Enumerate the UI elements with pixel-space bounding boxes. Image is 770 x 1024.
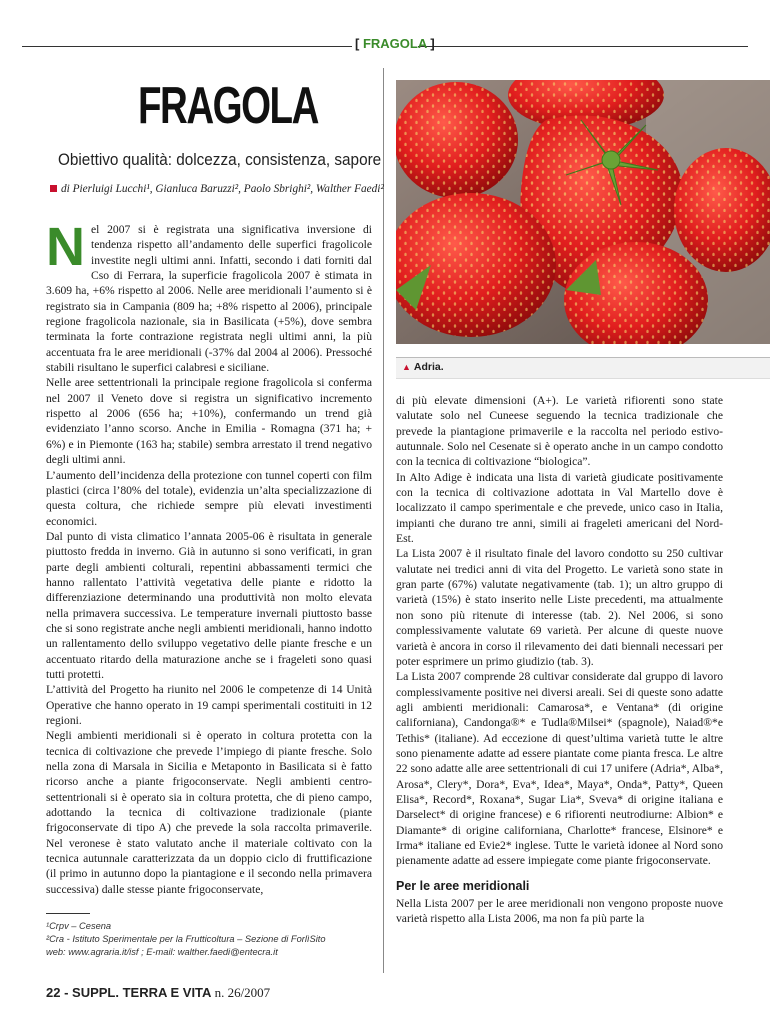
publication-name: - SUPPL. TERRA E VITA (60, 985, 215, 1000)
bracket-close: ] (430, 36, 435, 51)
paragraph: L’attività del Progetto ha riunito nel 2006 le competenze di 14 Unità Operative che hanno operato in 19 campi sperimentali costituiti in 12 regioni. (46, 683, 372, 727)
paragraph-text: el 2007 si è registrata una significativa inversione di tendenza rispetto all’andamento delle superfici fragolicole investite negli ultimi anni. Infatti, secondo i dati forniti dal Cso di Ferrara, la superficie fragolicola 2007 è stimata in 3.609 ha, +6% rispetto al 2006. Nelle aree meridionali l’aumento si è registrato sia in Campania (809 ha; +8% rispetto al 2006), principale regione fragolicola nazionale, sia in Basilicata (+5%), dove sembra terminata la forte contrazione registrata negli ultimi anni, la più accentuata fra le aree meridionali (-37% dal 2004 al 2006). Pressoché stabili risultano le superfici calabresi e siciliane. (46, 223, 372, 375)
triangle-up-icon: ▲ (402, 362, 411, 372)
caption-bar (396, 357, 770, 379)
footnotes (46, 920, 326, 959)
section-subheading: Per le aree meridionali (396, 878, 530, 893)
page-number: 22 (46, 985, 61, 1000)
paragraph: Nella Lista 2007 per le aree meridionali non vengono proposte nuove varietà rispetto alla Lista 2006, ma non fa più parte la (396, 897, 723, 926)
paragraph: Negli ambienti meridionali si è operato in coltura protetta con la tecnica di coltivazione che prevede l’impiego di piante fresche. Solo nella zona di Marsala in Sicilia e Metaponto in Basilicata si è fatto ricorso anche a piante frigoconservate. Negli ambienti centro-settentrionali si è operato sia in coltura protetta, che di pieno campo, adottando la tecnica di coltivazione tradizionale (piante frigoconservate di tipo A) che prevede la sola raccolta primaverile. Nel veronese è stato valutato anche il materiale coltivato con la tecnica autunnale caratterizzata da un doppio ciclo di fruttificazione (il primo in autunno dopo la piantagione e il secondo nella primavera successiva) dalle stesse piante frigoconservate, (46, 729, 372, 896)
subtitle: Obiettivo qualità: dolcezza, consistenza, sapore (58, 150, 382, 169)
section-tag (355, 36, 435, 51)
page-title: FRAGOLA (138, 77, 318, 135)
footnote-rule (46, 913, 90, 914)
header-rule-left (22, 46, 352, 47)
strawberry-photo (396, 80, 770, 344)
issue-number: n. 26/2007 (214, 985, 271, 1000)
drop-cap: N (46, 217, 85, 277)
paragraph: Nelle aree settentrionali la principale regione fragolicola si conferma nel 2007 il Veneto dove si registra un significativo incremento rispetto al 2006 (656 ha; +10%), confermando un trend già evidenziato l’anno scorso. Anche in Emilia - Romagna (371 ha; + 6%) e in Piemonte (163 ha; stabile) sembra arrestato il trend negativo degli ultimi anni. (46, 376, 372, 467)
footnote: ¹Crpv – Cesena (46, 921, 112, 931)
section-name: FRAGOLA (362, 36, 427, 51)
page-footer (46, 985, 270, 1001)
authors-text: di Pierluigi Lucchi¹, Gianluca Baruzzi², Paolo Sbrighi², Walther Faedi² (61, 183, 384, 195)
column-divider (383, 68, 384, 973)
photo-caption (402, 361, 444, 373)
footnote: web: www.agraria.it/isf ; E-mail: walther.faedi@entecra.it (46, 947, 278, 957)
bracket-open: [ (355, 36, 360, 51)
header-rule-right (418, 46, 748, 47)
paragraph: La Lista 2007 comprende 28 cultivar considerate dal gruppo di lavoro complessivamente positive nei diversi areali. Sei di queste sono adatte agli ambienti meridionali: Camarosa*, e Ventana* (di origine californiana), Candonga®* e Tudla®Milsei* (spagnole), Naiad®*e Tethis* (italiane). Ad eccezione di quest’ultima varietà tutte le altre sono pienamente adatte ad essere piantate come pianta fresca. Le altre 22 sono adatte alle aree settentrionali di cui 17 unifere (Adria*, Alba*, Arosa*, Clery*, Dora*, Eva*, Idea*, Maya*, Onda*, Patty*, Queen Elisa*, Record*, Roxana*, Sugar Lia*, Sveva* di origine italiana e Darselect* di origine francese) e 6 rifiorenti neutrodiurne: Albion* e Diamante* di origine californiana, Charlotte* francese, Elsinore* e Irma* italiane ed Evie2* inglese. Tutte le varietà idonee al Nord sono pienamente adatte ad essere impiegate come piante frigoconservate. (396, 670, 723, 868)
paragraph: Dal punto di vista climatico l’annata 2005-06 è risultata in generale piuttosto fredda in inverno. Già in autunno si sono verificati, in gran parte degli ambienti colturali, repentini abbassamenti termici che hanno rallentato l’attività vegetativa delle piante e ridotto la differenziazione determinando una produttività non molto elevata nella primavera successiva. Le temperature invernali piuttosto basse che si sono registrate anche negli ambienti meridionali, hanno indotto un rallentamento dello sviluppo vegetativo delle piante fresche e un accentuato ritardo della maturazione anche se i frageleti sono quasi tutti protetti. (46, 529, 372, 681)
authors-line (50, 183, 384, 195)
left-column (46, 217, 372, 897)
paragraph: La Lista 2007 è il risultato finale del lavoro condotto su 250 cultivar valutate nei tredici anni di vita del Progetto. Le varietà sono state in gran parte (67%) valutate negativamente (tab. 1); un altro gruppo di varietà (15%) è stato inserito nelle Liste precedenti, ma attualmente non sono più ritenute di interesse (tab. 2). Nel 2006, si sono complessivamente valutate 69 varietà. Per alcune di queste nuove varietà è ancora in corso il rilevamento dei dati biennali necessari per poter esprimere un primo giudizio (tab. 3). (396, 547, 723, 668)
strawberries-image (396, 80, 770, 344)
paragraph (46, 217, 372, 375)
right-column (396, 393, 723, 927)
bullet-square-icon (50, 185, 57, 192)
berry-top-left (396, 82, 518, 198)
paragraph: di più elevate dimensioni (A+). Le varietà rifiorenti sono state valutate solo nel Cuneese seguendo la tecnica tradizionale che prevede la piantagione primaverile e la raccolta nel periodo estivo-autunnale. Solo nel Cesenate si è operato anche in un campo condotto con la tecnica di coltivazione “biologica”. (396, 394, 723, 469)
caption-text: Adria. (413, 361, 444, 373)
paragraph: L’aumento dell’incidenza della protezione con tunnel coperti con film plastici (circa l’80% del totale), evidenzia un’alta specializzazione di questa coltura, che richiede sempre più elevati investimenti economici. (46, 468, 372, 528)
footnote: ²Cra - Istituto Sperimentale per la Frutticoltura – Sezione di ForlìSito (46, 934, 326, 944)
paragraph: In Alto Adige è indicata una lista di varietà giudicate positivamente con la tecnica di coltivazione adottata in Val Martello dove è localizzato il campo sperimentale e che prevede, unico caso in Italia, impianti che durano tre anni, simili ai frageleti americani del Nord-Est. (396, 470, 723, 546)
photo-top-margin (396, 68, 770, 80)
